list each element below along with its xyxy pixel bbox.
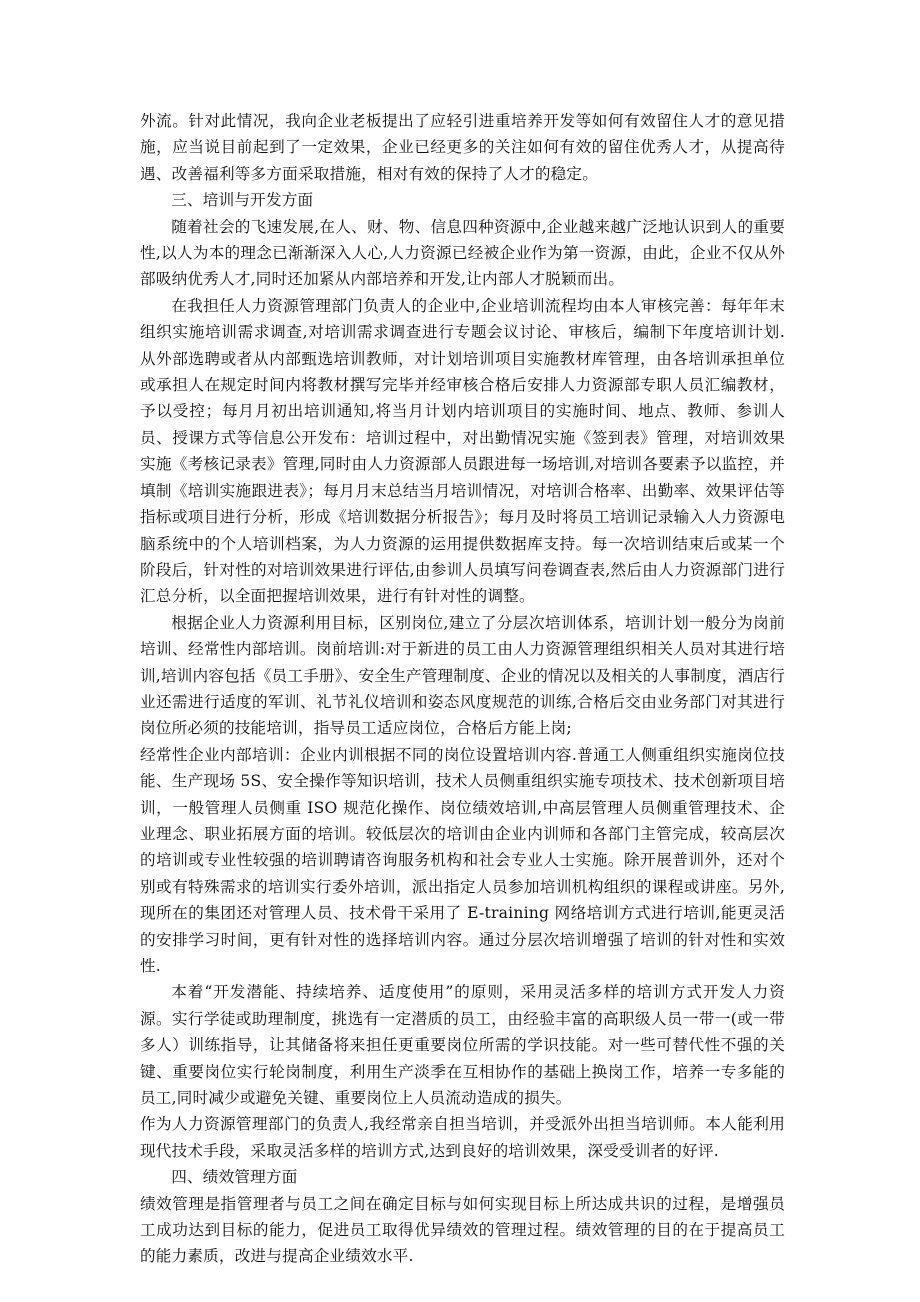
- paragraph-development-principle: 本着“开发潜能、持续培养、适度使用”的原则，采用灵活多样的培训方式开发人力资源。实行学徒或助理制度，挑选有一定潜质的员工，由经验丰富的高职级人员一带一(或一带多人）训练指导，让其储备将来担任更重要岗位所需的学识技能。对一些可替代性不强的关键、重要岗位实行轮岗制度，利用生产淡季在互相协作的基础上换岗工作，培养一专多能的员工,同时减少或避免关键、重要岗位上人员流动造成的损失。: [140, 983, 785, 1108]
- section-heading-performance: 四、绩效管理方面: [171, 1168, 298, 1187]
- paragraph-tiered-training: 根据企业人力资源利用目标，区别岗位,建立了分层次培训体系，培训计划一般分为岗前培训、经常性内部培训。岗前培训:对于新进的员工由人力资源管理组织相关人员对其进行培训,培训内容包括《员工手册》、安全生产管理制度、企业的情况以及相关的人事制度，酒店行业还需进行适度的军训、礼节礼仪培训和姿态风度规范的训练,合格后交由业务部门对其进行岗位所必须的技能培训，指导员工适应岗位，合格后方能上岗;: [140, 613, 785, 738]
- paragraph-training-process: 在我担任人力资源管理部门负责人的企业中,企业培训流程均由本人审核完善：每年年末组织实施培训需求调查,对培训需求调查进行专题会议讨论、审核后，编制下年度培训计划. 从外部选聘或者从内部甄选培训教师，对计划培训项目实施教材库管理，由各培训承担单位或承担人在规定时间内将教材撰写完毕并经审核合格后安排人力资源部专职人员汇编教材，予以受控；每月月初出培训通知,将当月计划内培训项目的实施时间、地点、教师、参训人员、授课方式等信息公开发布：培训过程中，对出勤情况实施《签到表》管理，对培训效果实施《考核记录表》管理,同时由人力资源部人员跟进每一场培训,对培训各要素予以监控，并填制《培训实施跟进表》；每月月末总结当月培训情况，对培训合格率、出勤率、效果评估等指标或项目进行分析，形成《培训数据分析报告》；每月及时将员工培训记录输入人力资源电脑系统中的个人培训档案，为人力资源的运用提供数据库支持。每一次培训结束后或某一个阶段后，针对性的对培训效果进行评估,由参训人员填写问卷调查表,然后由人力资源部门进行汇总分析，以全面把握培训效果，进行有针对性的调整。: [140, 296, 785, 606]
- paragraph-performance-definition: 绩效管理是指管理者与员工之间在确定目标与如何实现目标上所达成共识的过程，是增强员工成功达到目标的能力，促进员工取得优异绩效的管理过程。绩效管理的目的在于提高员工的能力素质，改进与提高企业绩效水平.: [140, 1194, 785, 1266]
- paragraph-trainer-role: 作为人力资源管理部门的负责人,我经常亲自担当培训，并受派外出担当培训师。本人能利用现代技术手段，采取灵活多样的培训方式,达到良好的培训效果，深受受训者的好评.: [140, 1115, 785, 1160]
- paragraph-training-intro: 随着社会的飞速发展,在人、财、物、信息四种资源中,企业越来越广泛地认识到人的重要性,以人为本的理念已渐渐深入人心,人力资源已经被企业作为第一资源，由此，企业不仅从外部吸纳优秀人才,同时还加紧从内部培养和开发,让内部人才脱颖而出。: [140, 217, 785, 289]
- paragraph-talent-retention: 外流。针对此情况，我向企业老板提出了应轻引进重培养开发等如何有效留住人才的意见措施，应当说目前起到了一定效果，企业已经更多的关注如何有效的留住优秀人才，从提高待遇、改善福利等多方面采取措施，相对有效的保持了人才的稳定。: [140, 112, 785, 183]
- paragraph-internal-training: 经常性企业内部培训：企业内训根据不同的岗位设置培训内容.普通工人侧重组织实施岗位技能、生产现场 5S、安全操作等知识培训，技术人员侧重组织实施专项技术、技术创新项目培训，一般管理人员侧重 ISO 规范化操作、岗位绩效培训,中高层管理人员侧重管理技术、企业理念、职业拓展方面的培训。较低层次的培训由企业内训师和各部门主管完成，较高层次的培训或专业性较强的培训聘请咨询服务机构和社会专业人士实施。除开展普训外，还对个别或有特殊需求的培训实行委外培训，派出指定人员参加培训机构组织的课程或讲座。另外,现所在的集团还对管理人员、技术骨干采用了 E-training 网络培训方式进行培训,能更灵活的安排学习时间，更有针对性的选择培训内容。通过分层次培训增强了培训的针对性和实效性.: [140, 745, 785, 975]
- document-body: [140, 108, 785, 1270]
- section-heading-training: 三、培训与开发方面: [171, 191, 314, 210]
